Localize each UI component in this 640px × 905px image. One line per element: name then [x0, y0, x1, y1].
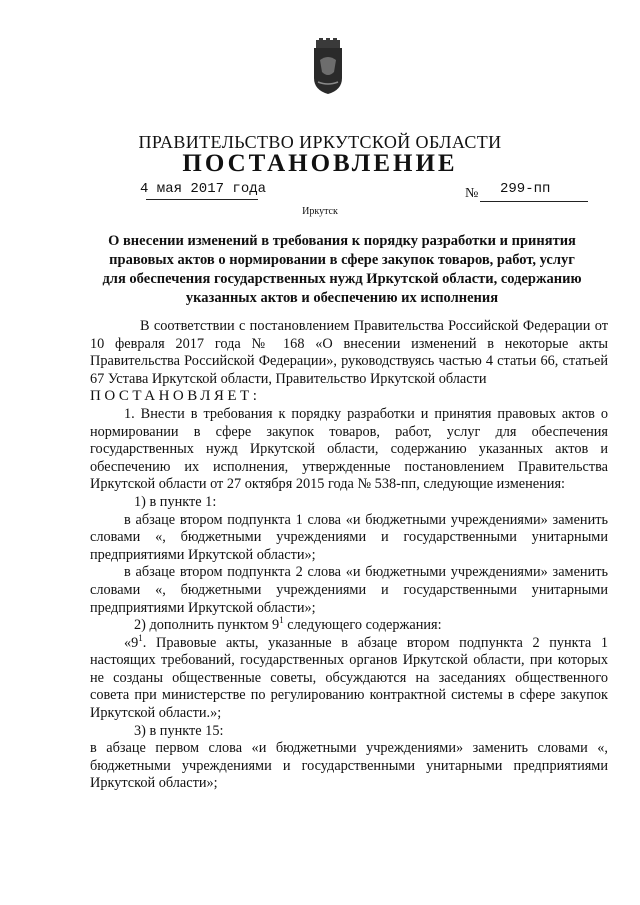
subitem-2-text: 2) дополнить пунктом 9	[134, 617, 280, 634]
quote-text: . Правовые акты, указанные в абзаце втором подпункта 2 пункта 1 настоящих требований, государственных органов Иркутской области, при которых не созданы общественные советы, обсуждаются на заседаниях общественного совета при министерстве по регулированию контрактной системы в сфере закупок Иркутской области.»;	[90, 634, 608, 722]
number-sign: №	[465, 186, 479, 201]
coat-of-arms-emblem	[308, 38, 348, 98]
subitem-1-b: в абзаце втором подпункта 2 слова «и бюджетными учреждениями» заменить словами «, бюджетными учреждениями и государственными унитарными предприятиями Иркутской области»;	[90, 564, 608, 616]
subitem-3: 3) в пункте 15:	[134, 722, 224, 739]
city-name: Иркутск	[302, 206, 338, 217]
subitem-2-tail: следующего содержания:	[283, 617, 442, 634]
quote-superscript: 1	[138, 632, 143, 643]
quoted-point-9-1	[90, 632, 608, 723]
document-number: 299-пп	[500, 181, 551, 197]
resolves-heading: ПОСТАНОВЛЯЕТ:	[90, 388, 261, 405]
preamble-paragraph: В соответствии с постановлением Правительства Российской Федерации от 10 февраля 2017 года № 168 «О внесении изменений в некоторые акты Правительства Российской Федерации», руководствуясь частью 4 статьи 66, статьей 67 Устава Иркутской области, Правительство Иркутской области	[90, 318, 608, 387]
government-name: ПРАВИТЕЛЬСТВО ИРКУТСКОЙ ОБЛАСТИ	[138, 132, 502, 152]
number-underline	[480, 201, 588, 202]
document-date: 4 мая 2017 года	[140, 181, 267, 197]
date-underline	[146, 199, 258, 200]
subitem-1-a: в абзаце втором подпункта 1 слова «и бюджетными учреждениями» заменить словами «, бюджетными учреждениями и государственными унитарными предприятиями Иркутской области»;	[90, 511, 608, 563]
document-title: О внесении изменений в требования к порядку разработки и принятия правовых актов о нормировании в сфере закупок товаров, работ, услуг для обеспечения государственных нужд Иркутской области, содержанию указанных актов и обеспечению их исполнения	[102, 233, 582, 306]
quote-start: «9	[124, 634, 139, 651]
subitem-3-a: в абзаце первом слова «и бюджетными учреждениями» заменить словами «, бюджетными учреждениями и государственными унитарными предприятиями Иркутской области»;	[90, 740, 608, 792]
subitem-2-superscript: 1	[279, 615, 284, 626]
document-type: ПОСТАНОВЛЕНИЕ	[182, 150, 458, 177]
subitem-2	[90, 617, 608, 635]
item-1-paragraph: 1. Внести в требования к порядку разработки и принятия правовых актов о нормировании в сфере закупок товаров, работ, услуг для обеспечения государственных нужд Иркутской области, содержанию указанных актов и обеспечению их исполнения, утвержденные постановлением Правительства Иркутской области от 27 октября 2015 года № 538-пп, следующие изменения:	[90, 405, 608, 493]
document-body	[90, 318, 608, 793]
subitem-1: 1) в пункте 1:	[134, 493, 217, 510]
